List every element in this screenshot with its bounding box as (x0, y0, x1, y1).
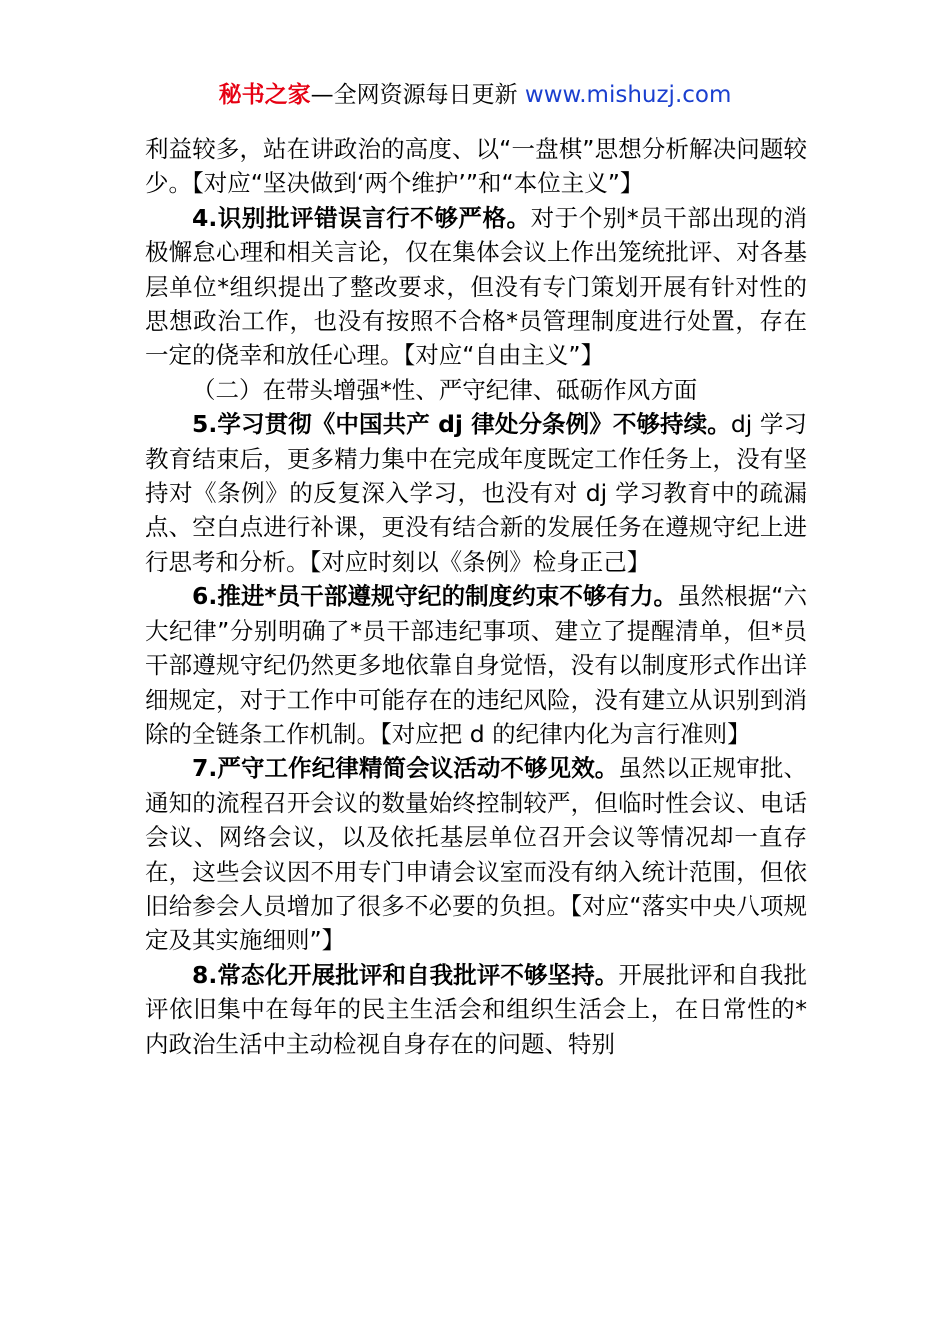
page-header (0, 80, 950, 110)
item-heading: 5.学习贯彻《中国共产 dj 律处分条例》不够持续。 (192, 410, 731, 439)
item-heading: 4.识别批评错误言行不够严格。 (192, 203, 531, 232)
paragraph-item-4 (145, 201, 807, 373)
paragraph-body: 虽然以正规审批、通知的流程召开会议的数量始终控制较严，但临时性会议、电话会议、网络会议，以及依托基层单位召开会议等情况却一直存在，这些会议因不用专门申请会议室而没有纳入统计范围，但依旧给参会人员增加了很多不必要的负担。【对应“落实中央八项规定及其实施细则”】 (145, 754, 808, 955)
paragraph-item-6 (145, 579, 807, 751)
item-heading: 8.常态化开展批评和自我批评不够坚持。 (192, 960, 619, 989)
brand-name: 秘书之家 (218, 82, 311, 108)
paragraph-body: dj 学习教育结束后，更多精力集中在完成年度既定工作任务上，没有坚持对《条例》的反复深入学习，也没有对 dj 学习教育中的疏漏点、空白点进行补课，更没有结合新的发展任务在遵规守纪上进行思考和分析。【对应时刻以《条例》检身正己】 (145, 410, 807, 576)
paragraph-body: 对于个别*员干部出现的消极懈怠心理和相关言论，仅在集体会议上作出笼统批评、对各基层单位*组织提出了整改要求，但没有专门策划开展有针对性的思想政治工作，也没有按照不合格*员管理制度进行处置，存在一定的侥幸和放任心理。【对应“自由主义”】 (145, 203, 808, 370)
header-slogan: —全网资源每日更新 (310, 82, 525, 108)
section-title: （二）在带头增强*性、严守纪律、砥砺作风方面 (192, 375, 698, 404)
item-heading: 7.严守工作纪律精简会议活动不够见效。 (192, 754, 619, 783)
site-url-link[interactable]: www.mishuzj.com (524, 82, 732, 108)
paragraph-body: 利益较多，站在讲政治的高度、以“一盘棋”思想分析解决问题较少。【对应“坚决做到‘两个维护’”和“本位主义”】 (145, 135, 807, 198)
paragraph-continuation (145, 132, 807, 201)
paragraph-item-8 (145, 958, 807, 1061)
section-heading-2 (145, 373, 807, 407)
paragraph-item-5 (145, 407, 807, 579)
paragraph-body: 虽然根据“六大纪律”分别明确了*员干部违纪事项、建立了提醒清单，但*员干部遵规守纪仍然更多地依靠自身觉悟，没有以制度形式作出详细规定，对于工作中可能存在的违纪风险，没有建立从识别到消除的全链条工作机制。【对应把 d 的纪律内化为言行准则】 (145, 582, 807, 748)
paragraph-body: 开展批评和自我批评依旧集中在每年的民主生活会和组织生活会上，在日常性的*内政治生活中主动检视自身存在的问题、特别 (145, 960, 808, 1058)
document-body (145, 132, 807, 1061)
paragraph-item-7 (145, 751, 807, 957)
item-heading: 6.推进*员干部遵规守纪的制度约束不够有力。 (192, 582, 678, 611)
